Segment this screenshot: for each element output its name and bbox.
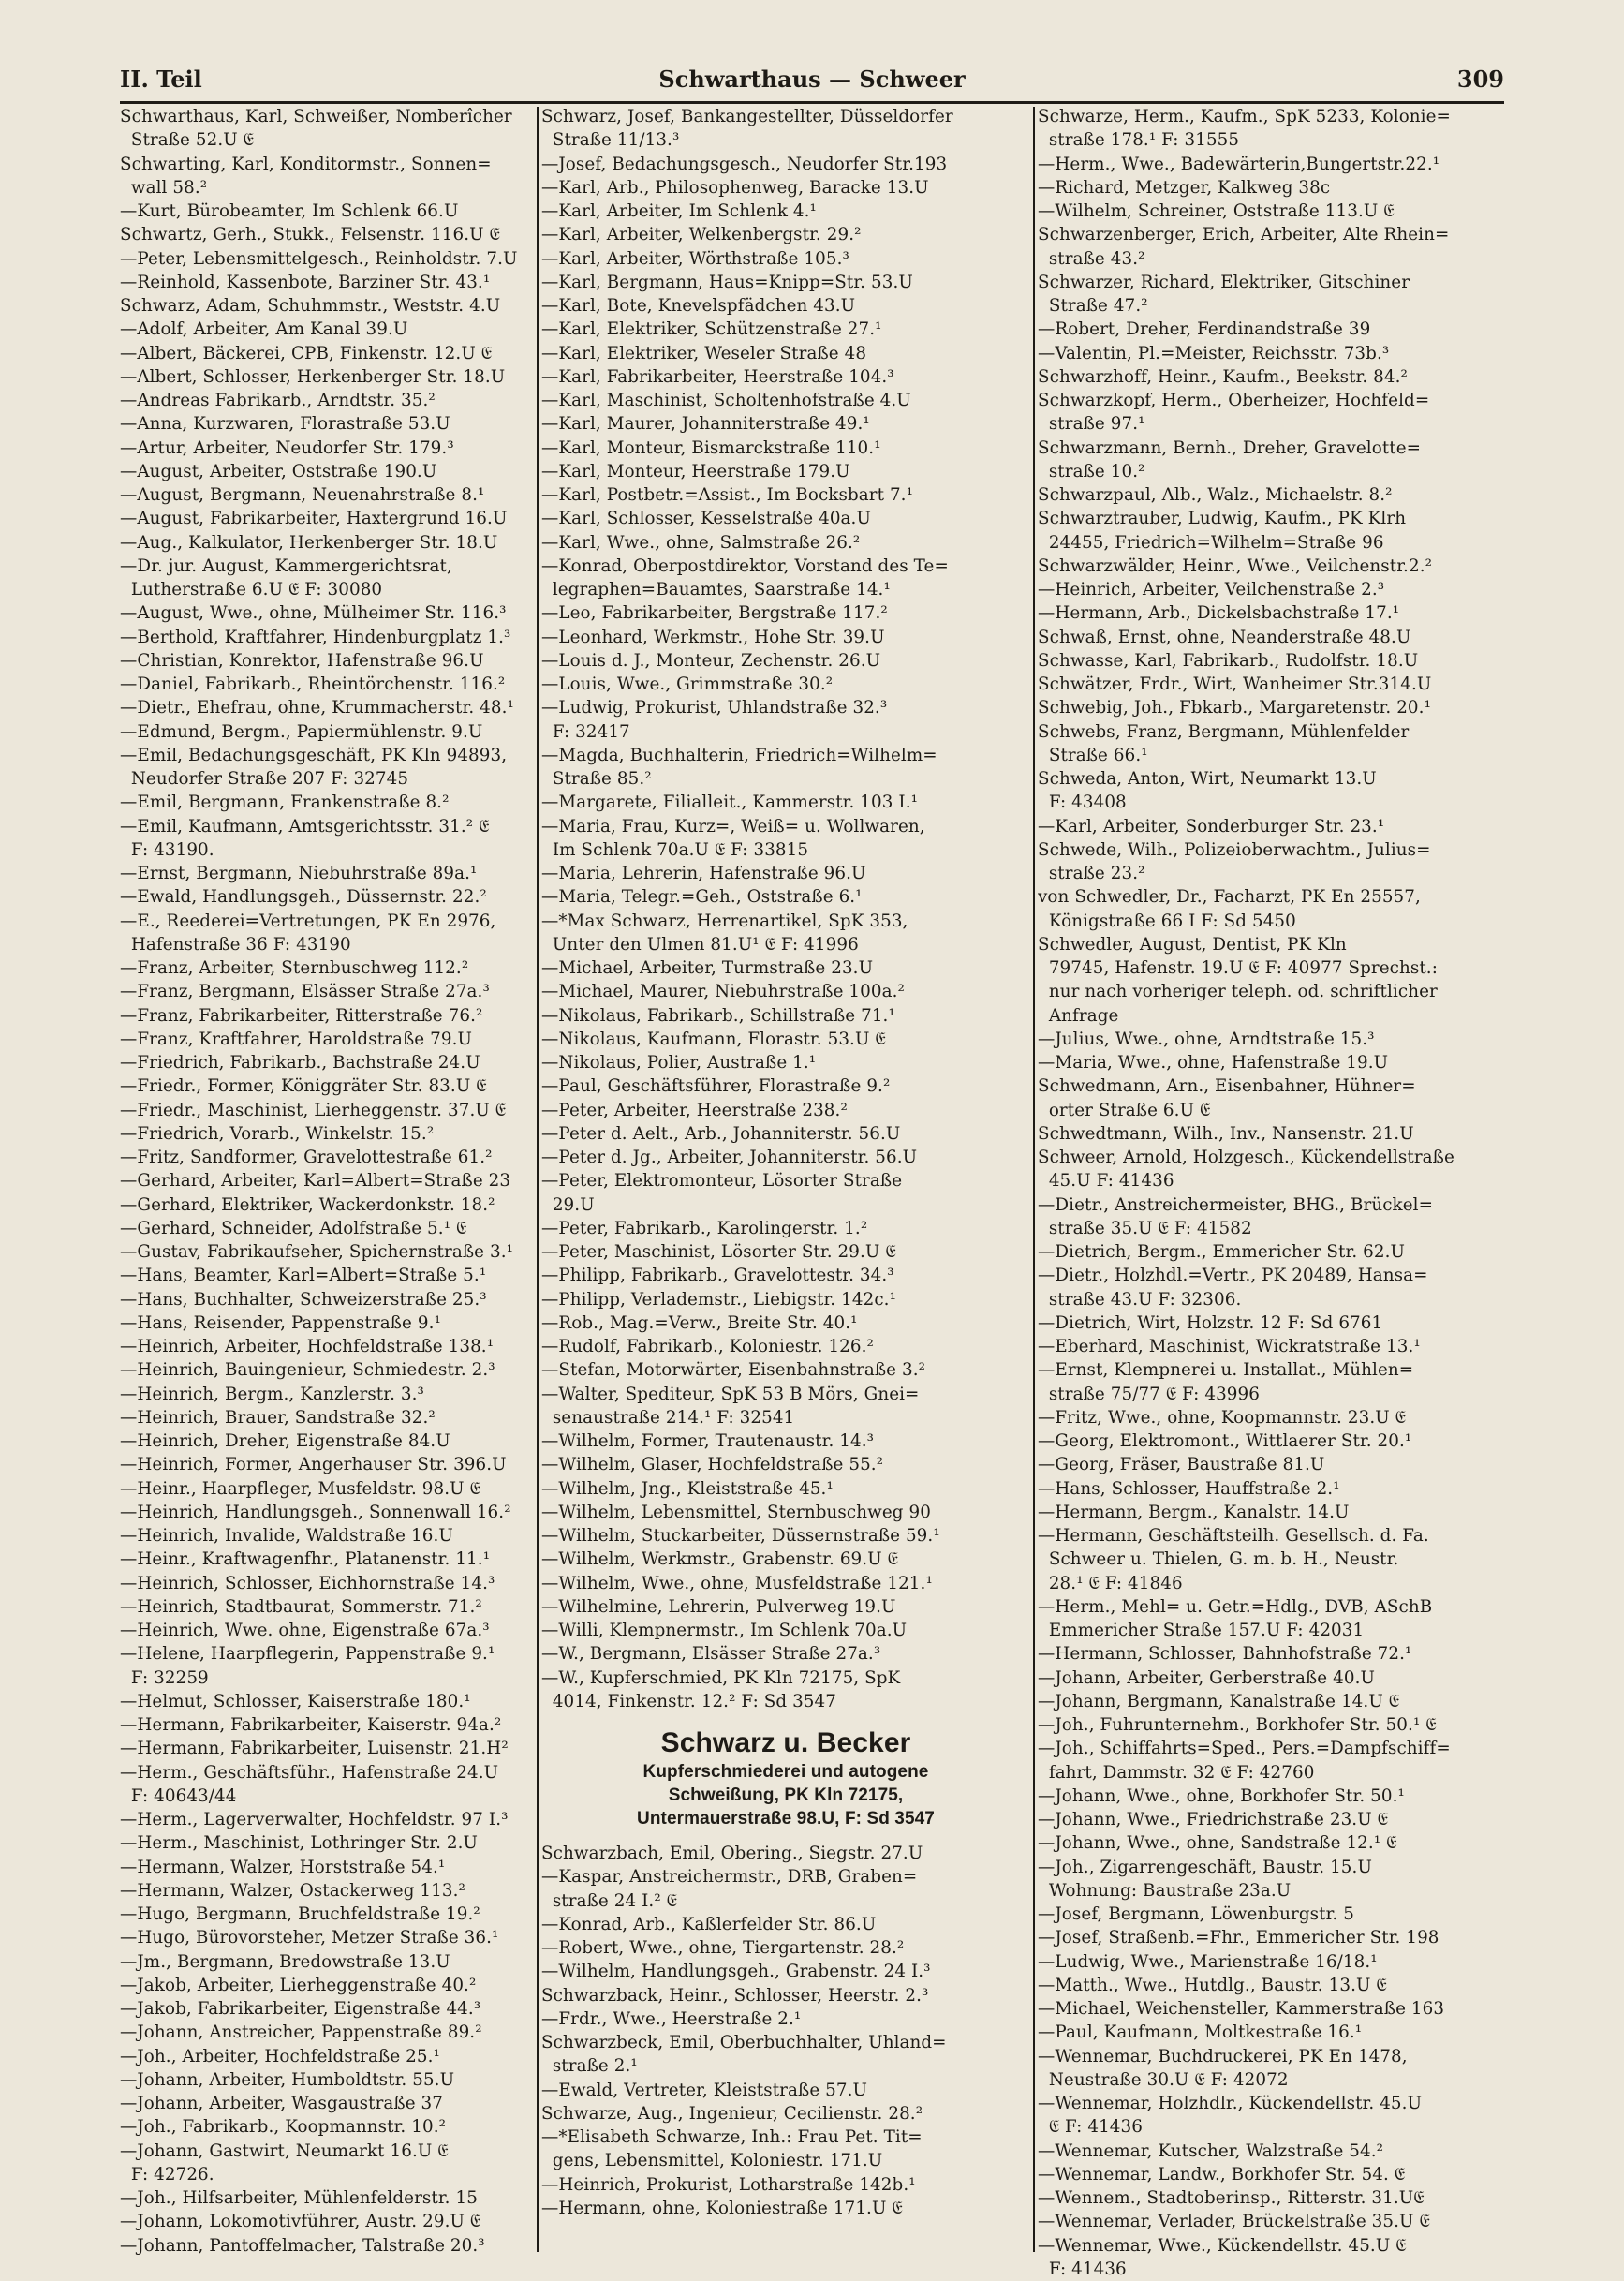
directory-entry-line: Schwarztrauber, Ludwig, Kaufm., PK Klrh [1038,509,1407,529]
directory-entry-line: —Peter, Fabrikarb., Karolingerstr. 1.² [541,1218,868,1238]
directory-entry-line: —Leo, Fabrikarbeiter, Bergstraße 117.² [541,603,888,624]
directory-entry-line: —Georg, Fräser, Baustraße 81.U [1038,1455,1325,1475]
directory-entry-line: —E., Reederei=Vertretungen, PK En 2976, [120,911,496,931]
advertisement-line: Kupferschmiederei und autogene [642,1762,929,1782]
directory-entry-line: nur nach vorheriger teleph. od. schriftlicher [1038,982,1438,1002]
directory-entry-line: Schwartz, Gerh., Stukk., Felsenstr. 116.U 𝔈 [120,225,500,245]
directory-entry-line: —Michael, Weichensteller, Kammerstraße 163 [1038,1999,1445,2019]
directory-entry-line: —Wilhelm, Glaser, Hochfeldstraße 55.² [541,1455,884,1475]
directory-entry-line: —Herm., Wwe., Badewärterin,Bungertstr.22.¹ [1038,154,1440,174]
directory-entry-line: —Margarete, Filialleit., Kammerstr. 103 I.¹ [541,792,919,813]
directory-entry-line: —Wennem., Stadtoberinsp., Ritterstr. 31.U𝔈 [1038,2188,1425,2208]
directory-entry-line: F: 43190. [120,839,214,860]
directory-entry-line: —Heinrich, Brauer, Sandstraße 32.² [120,1407,436,1428]
directory-entry-line: —Rudolf, Fabrikarb., Koloniestr. 126.² [541,1337,874,1356]
directory-entry-line: straße 43.U F: 32306. [1038,1289,1242,1310]
directory-entry-line: Emmericher Straße 157.U F: 42031 [1038,1621,1365,1640]
directory-entry-line: —August, Bergmann, Neuenahrstraße 8.¹ [120,485,485,505]
directory-entry-line: —Karl, Monteur, Bismarckstraße 110.¹ [541,437,881,458]
directory-entry-line: —Maria, Frau, Kurz=, Weiß= u. Wollwaren, [541,816,925,837]
directory-entry-line: —Karl, Elektriker, Weseler Straße 48 [541,343,867,363]
directory-entry-line: —Julius, Wwe., ohne, Arndtstraße 15.³ [1038,1029,1375,1049]
directory-entry-line: —Karl, Arbeiter, Im Schlenk 4.¹ [541,201,817,221]
directory-entry-line: —Karl, Wwe., ohne, Salmstraße 26.² [541,532,861,553]
directory-entry-line: —Ewald, Vertreter, Kleiststraße 57.U [541,2080,868,2100]
directory-entry-line: —Josef, Bedachungsgesch., Neudorfer Str.193 [541,154,948,174]
directory-entry-line: —Dietr., Holzhdl.=Vertr., PK 20489, Hansa= [1038,1266,1428,1286]
directory-entry-line: Schwarzbeck, Emil, Oberbuchhalter, Uhland= [541,2033,947,2052]
directory-entry-line: —Hugo, Bergmann, Bruchfeldstraße 19.² [120,1904,480,1924]
directory-entry-line: —Friedrich, Fabrikarb., Bachstraße 24.U [120,1053,480,1073]
directory-entry-line: Straße 11/13.³ [541,130,680,151]
directory-entry-line: —Josef, Bergmann, Löwenburgstr. 5 [1038,1904,1354,1924]
directory-entry-line: —Karl, Arbeiter, Wörthstraße 105.³ [541,248,849,269]
directory-entry-line: —Herm., Lagerverwalter, Hochfeldstr. 97 I.³ [120,1810,509,1829]
directory-entry-line: —Wennemar, Holzhdlr., Kückendellstr. 45.U [1038,2094,1423,2113]
directory-entry-line: —Willi, Klempnermstr., Im Schlenk 70a.U [541,1621,908,1640]
directory-entry-line: —Hugo, Bürovorsteher, Metzer Straße 36.¹ [120,1928,499,1948]
directory-entry-line: —Wilhelm, Schreiner, Oststraße 113.U 𝔈 [1038,201,1395,221]
directory-entry-line: —Wilhelm, Lebensmittel, Sternbuschweg 90 [541,1502,931,1522]
directory-entry-line: Schwarting, Karl, Konditormstr., Sonnen= [120,154,492,174]
directory-entry-line: —Karl, Postbetr.=Assist., Im Bocksbart 7.¹ [541,485,914,505]
directory-entry-line: legraphen=Bauamtes, Saarstraße 14.¹ [541,580,891,600]
directory-entry-line: —Wilhelm, Handlungsgeh., Grabenstr. 24 I.³ [541,1962,931,1982]
directory-entry-line: —*Elisabeth Schwarze, Inh.: Frau Pet. Tit= [541,2127,923,2147]
directory-entry-line: —Michael, Arbeiter, Turmstraße 23.U [541,958,874,978]
directory-entry-line: —August, Fabrikarbeiter, Haxtergrund 16.U [120,509,508,529]
section-label: II. Teil [120,66,202,93]
directory-entry-line: Straße 66.¹ [1038,745,1148,765]
directory-entry-line: —Emil, Kaufmann, Amtsgerichtsstr. 31.² 𝔈 [120,816,490,837]
directory-entry-line: —Andreas Fabrikarb., Arndtstr. 35.² [120,391,436,410]
page-number: 309 [1456,66,1504,93]
directory-entry-line: —Louis d. J., Monteur, Zechenstr. 26.U [541,650,881,671]
directory-entry-line: F: 43408 [1038,792,1127,813]
directory-entry-line: —Dietr., Ehefrau, ohne, Krummacherstr. 48.¹ [120,698,514,718]
directory-entry-line: —Frdr., Wwe., Heerstraße 2.¹ [541,2008,802,2029]
directory-entry-line: —Friedr., Former, Königgräter Str. 83.U 𝔈 [120,1076,487,1097]
directory-entry-line: —Konrad, Arb., Kaßlerfelder Str. 86.U [541,1914,877,1934]
directory-entry-line: —Heinr., Haarpfleger, Musfeldstr. 98.U 𝔈 [120,1478,480,1499]
directory-entry-line: Schwarz, Josef, Bankangestellter, Düsseldorfer [541,107,953,126]
directory-entry-line: Schwaß, Ernst, ohne, Neanderstraße 48.U [1038,627,1411,647]
directory-entry-line: gens, Lebensmittel, Koloniestr. 171.U [541,2151,883,2171]
directory-entry-line: straße 35.U 𝔈 F: 41582 [1038,1218,1252,1238]
directory-entry-line: —Hermann, Walzer, Horststraße 54.¹ [120,1857,446,1877]
directory-entry-line: —Hans, Schlosser, Hauffstraße 2.¹ [1038,1478,1340,1499]
directory-entry-line: fahrt, Dammstr. 32 𝔈 F: 42760 [1038,1762,1315,1783]
directory-entry-line: —Karl, Schlosser, Kesselstraße 40a.U [541,509,871,529]
directory-entry-line: —Heinrich, Former, Angerhauser Str. 396.U [120,1455,507,1475]
directory-entry-line: —Wilhelm, Former, Trautenaustr. 14.³ [541,1431,875,1451]
directory-entry-line: —Joh., Schiffahrts=Sped., Pers.=Dampfschiff= [1038,1739,1451,1759]
directory-entry-line: —Wennemar, Buchdruckerei, PK En 1478, [1038,2046,1408,2066]
directory-entry-line: Schwarzwälder, Heinr., Wwe., Veilchenstr.2.² [1038,555,1433,576]
directory-entry-line: —Johann, Wwe., ohne, Borkhofer Str. 50.¹ [1038,1785,1405,1806]
directory-entry-line: Anfrage [1038,1005,1119,1026]
directory-entry-line: —Edmund, Bergm., Papiermühlenstr. 9.U [120,721,483,742]
directory-entry-line: —Heinrich, Wwe. ohne, Eigenstraße 67a.³ [120,1621,490,1640]
advertisement-box [541,1713,1030,1842]
directory-entry-line: —Jakob, Fabrikarbeiter, Eigenstraße 44.³ [120,1999,481,2019]
directory-entry-line: —Ludwig, Wwe., Marienstraße 16/18.¹ [1038,1951,1378,1972]
directory-entry-line: —Nikolaus, Polier, Austraße 1.¹ [541,1053,817,1073]
directory-entry-line: —Georg, Elektromont., Wittlaerer Str. 20.¹ [1038,1431,1412,1451]
directory-entry-line: straße 10.² [1038,461,1145,481]
directory-entry-line: —Michael, Maurer, Niebuhrstraße 100a.² [541,982,905,1002]
directory-entry-line: —Herm., Maschinist, Lothringer Str. 2.U [120,1833,479,1854]
directory-entry-line: —Peter d. Aelt., Arb., Johanniterstr. 56.U [541,1123,901,1144]
directory-entry-line: —Wilhelmine, Lehrerin, Pulverweg 19.U [541,1596,896,1617]
directory-entry-line: —W., Bergmann, Elsässer Straße 27a.³ [541,1644,881,1665]
column-divider-1 [537,107,539,2252]
directory-entry-line: —Fritz, Sandformer, Gravelottestraße 61.² [120,1148,493,1167]
directory-entry-line: —Hermann, Geschäftsteilh. Gesellsch. d. Fa. [1038,1526,1429,1546]
directory-entry-line: —Konrad, Oberpostdirektor, Vorstand des Te= [541,555,949,576]
directory-entry-line: straße 24 I.² 𝔈 [541,1890,677,1911]
directory-entry-line: straße 75/77 𝔈 F: 43996 [1038,1384,1260,1404]
directory-entry-line: —Dietr., Anstreichermeister, BHG., Brückel= [1038,1194,1433,1215]
directory-entry-line: —Albert, Schlosser, Herkenberger Str. 18.U [120,366,506,387]
directory-entry-line: —Friedr., Maschinist, Lierheggenstr. 37.U 𝔈 [120,1100,507,1120]
directory-entry-line: straße 43.² [1038,248,1145,269]
directory-entry-line: Schwarzkopf, Herm., Oberheizer, Hochfeld= [1038,391,1430,410]
directory-entry-line: —Wennemar, Landw., Borkhofer Str. 54. 𝔈 [1038,2164,1406,2185]
directory-entry-line: —Joh., Fuhrunternehm., Borkhofer Str. 50.¹ 𝔈 [1038,1715,1437,1735]
directory-entry-line: Straße 52.U 𝔈 [120,130,254,151]
directory-entry-line: —Josef, Straßenb.=Fhr., Emmericher Str. 198 [1038,1928,1439,1948]
directory-entry-line: —Wilhelm, Werkmstr., Grabenstr. 69.U 𝔈 [541,1549,898,1570]
directory-entry-line: —Hans, Reisender, Pappenstraße 9.¹ [120,1312,441,1333]
directory-entry-line: —Valentin, Pl.=Meister, Reichsstr. 73b.³ [1038,343,1390,363]
directory-entry-line: —Johann, Arbeiter, Humboldtstr. 55.U [120,2069,455,2090]
directory-entry-line: —Hermann, Fabrikarbeiter, Luisenstr. 21.H² [120,1739,509,1759]
directory-entry-line: —Karl, Elektriker, Schützenstraße 27.¹ [541,319,882,340]
directory-entry-line: —Johann, Arbeiter, Gerberstraße 40.U [1038,1667,1375,1688]
directory-entry-line: —Franz, Kraftfahrer, Haroldstraße 79.U [120,1029,473,1049]
directory-entry-line: Lutherstraße 6.U 𝔈 F: 30080 [120,580,383,600]
directory-entry-line: —Nikolaus, Fabrikarb., Schillstraße 71.¹ [541,1005,895,1026]
directory-entry-line: —Franz, Bergmann, Elsässer Straße 27a.³ [120,982,490,1002]
directory-entry-line: —Heinrich, Stadtbaurat, Sommerstr. 71.² [120,1596,482,1617]
directory-entry-line: —Paul, Geschäftsführer, Florastraße 9.² [541,1076,891,1097]
directory-entry-line: Schwebig, Joh., Fbkarb., Margaretenstr. 20.¹ [1038,698,1431,718]
directory-entry-line: —Robert, Wwe., ohne, Tiergartenstr. 28.² [541,1938,905,1958]
directory-entry-line: —Matth., Wwe., Hutdlg., Baustr. 13.U 𝔈 [1038,1975,1387,1995]
directory-entry-line: —Karl, Fabrikarbeiter, Heerstraße 104.³ [541,366,894,387]
directory-entry-line: —Wennemar, Wwe., Kückendellstr. 45.U 𝔈 [1038,2235,1407,2256]
directory-entry-line: —Philipp, Verlademstr., Liebigstr. 142c.¹ [541,1289,897,1310]
directory-entry-line: Schwarzbach, Emil, Obering., Siegstr. 27.U [541,1844,923,1863]
directory-entry-line: —*Max Schwarz, Herrenartikel, SpK 353, [541,911,908,931]
directory-entry-line: Unter den Ulmen 81.U¹ 𝔈 F: 41996 [541,934,859,955]
directory-entry-line: Schwedmann, Arn., Eisenbahner, Hühner= [1038,1076,1416,1097]
directory-entry-line: —Karl, Monteur, Heerstraße 179.U [541,461,850,481]
directory-entry-line: —Hermann, Fabrikarbeiter, Kaiserstr. 94a.² [120,1715,502,1735]
advertisement-line: Untermauerstraße 98.U, F: Sd 3547 [637,1809,935,1829]
directory-entry-line: —Wennemar, Kutscher, Walzstraße 54.² [1038,2140,1384,2161]
directory-entry-line: 45.U F: 41436 [1038,1171,1174,1192]
directory-entry-line: 28.¹ 𝔈 F: 41846 [1038,1573,1183,1593]
directory-entry-line: 79745, Hafenstr. 19.U 𝔈 F: 40977 Sprechst.: [1038,958,1438,978]
directory-entry-line: —Kurt, Bürobeamter, Im Schlenk 66.U [120,201,459,221]
directory-entry-line: —Dr. jur. August, Kammergerichtsrat, [120,555,452,576]
directory-entry-line: —Johann, Pantoffelmacher, Talstraße 20.³ [120,2235,485,2256]
directory-entry-line: Straße 85.² [541,769,652,789]
directory-entry-line: straße 97.¹ [1038,414,1145,435]
directory-entry-line: wall 58.² [120,177,208,198]
directory-entry-line: Schwarzpaul, Alb., Walz., Michaelstr. 8.² [1038,485,1393,505]
directory-entry-line: Schwarzenberger, Erich, Arbeiter, Alte Rhein= [1038,225,1450,245]
directory-entry-line: Im Schlenk 70a.U 𝔈 F: 33815 [541,839,809,860]
advertisement-title: Schwarz u. Becker [660,1727,911,1758]
directory-entry-line: —Louis, Wwe., Grimmstraße 30.² [541,674,834,694]
directory-entry-line: —Joh., Zigarrengeschäft, Baustr. 15.U [1038,1857,1372,1877]
directory-entry-line: straße 2.¹ [541,2056,638,2077]
directory-entry-line: —Eberhard, Maschinist, Wickratstraße 13.¹ [1038,1337,1421,1356]
directory-entry-line: —Walter, Spediteur, SpK 53 B Mörs, Gnei= [541,1384,920,1404]
directory-entry-line: Neustraße 30.U 𝔈 F: 42072 [1038,2069,1289,2090]
directory-entry-line: —Franz, Arbeiter, Sternbuschweg 112.² [120,958,469,978]
directory-entry-line: senaustraße 214.¹ F: 32541 [541,1407,795,1428]
directory-entry-line: —Wilhelm, Stuckarbeiter, Düssernstraße 59.¹ [541,1526,940,1546]
header-rule [120,101,1504,104]
directory-entry-line: Schwarthaus, Karl, Schweißer, Nomberîcher [120,107,512,126]
directory-entry-line: —Hermann, Arb., Dickelsbachstraße 17.¹ [1038,603,1400,624]
directory-entry-line: —Karl, Bote, Knevelspfädchen 43.U [541,296,856,316]
directory-entry-line: Schwede, Wilh., Polizeioberwachtm., Julius= [1038,839,1431,860]
directory-entry-line: —August, Wwe., ohne, Mülheimer Str. 116.³ [120,603,507,624]
directory-entry-line: —Joh., Fabrikarb., Koopmannstr. 10.² [120,2117,447,2138]
directory-entry-line: —Philipp, Fabrikarb., Gravelottestr. 34.³ [541,1266,894,1286]
directory-entry-line: —Ernst, Bergmann, Niebuhrstraße 89a.¹ [120,864,478,883]
directory-entry-line: —Gerhard, Arbeiter, Karl=Albert=Straße 23 [120,1171,511,1192]
directory-entry-line: —Heinr., Kraftwagenfhr., Platanenstr. 11.¹ [120,1549,491,1570]
directory-entry-line: —Kaspar, Anstreichermstr., DRB, Graben= [541,1867,918,1888]
directory-entry-line: —Herm., Geschäftsführ., Hafenstraße 24.U [120,1762,499,1783]
directory-entry-line: von Schwedler, Dr., Facharzt, PK En 25557, [1038,887,1421,908]
directory-entry-line: —Gerhard, Elektriker, Wackerdonkstr. 18.² [120,1194,495,1215]
directory-entry-line: —Heinrich, Prokurist, Lotharstraße 142b.¹ [541,2174,916,2195]
directory-entry-line: —Emil, Bedachungsgeschäft, PK Kln 94893, [120,745,508,765]
directory-entry-line: —Heinrich, Arbeiter, Hochfeldstraße 138.¹ [120,1337,495,1356]
directory-entry-line: Schweer, Arnold, Holzgesch., Kückendellstraße [1038,1148,1454,1167]
directory-entry-line: Schwarz, Adam, Schuhmmstr., Weststr. 4.U [120,296,501,316]
directory-entry-line: —Maria, Lehrerin, Hafenstraße 96.U [541,864,866,883]
directory-entry-line: —Christian, Konrektor, Hafenstraße 96.U [120,650,484,671]
directory-entry-line: —Wilhelm, Wwe., ohne, Musfeldstraße 121.¹ [541,1573,933,1593]
directory-entry-line: straße 178.¹ F: 31555 [1038,130,1240,151]
directory-entry-line: straße 23.² [1038,864,1145,883]
directory-entry-line: —Wilhelm, Jng., Kleiststraße 45.¹ [541,1478,834,1499]
column-2 [541,105,1030,2220]
directory-entry-line: 29.U [541,1194,595,1215]
directory-entry-line: Schweda, Anton, Wirt, Neumarkt 13.U [1038,769,1377,789]
directory-entry-line: —Adolf, Arbeiter, Am Kanal 39.U [120,319,408,340]
directory-entry-line: —Helene, Haarpflegerin, Pappenstraße 9.¹ [120,1644,495,1665]
directory-entry-line: —Daniel, Fabrikarb., Rheintörchenstr. 116.² [120,674,506,694]
column-divider-2 [1033,107,1035,2252]
directory-entry-line: —Hermann, Walzer, Ostackerweg 113.² [120,1880,465,1901]
directory-entry-line: Schwasse, Karl, Fabrikarb., Rudolfstr. 18.U [1038,650,1419,671]
directory-entry-line: F: 41436 [1038,2259,1127,2279]
directory-entry-line: —Franz, Fabrikarbeiter, Ritterstraße 76.² [120,1005,483,1026]
directory-entry-line: —Peter, Lebensmittelgesch., Reinholdstr. 7.U [120,248,518,269]
directory-entry-line: —Dietrich, Wirt, Holzstr. 12 F: Sd 6761 [1038,1312,1383,1333]
directory-entry-line: Schwarzer, Richard, Elektriker, Gitschiner [1038,272,1410,292]
directory-entry-line: —Stefan, Motorwärter, Eisenbahnstraße 3.² [541,1360,926,1381]
directory-entry-line: Straße 47.² [1038,296,1148,316]
directory-entry-line: —Aug., Kalkulator, Herkenberger Str. 18.U [120,532,498,553]
directory-entry-line: —Johann, Wwe., Friedrichstraße 23.U 𝔈 [1038,1810,1388,1829]
directory-entry-line: —Heinrich, Schlosser, Eichhornstraße 14.³ [120,1573,495,1593]
directory-entry-line: —Berthold, Kraftfahrer, Hindenburgplatz 1.³ [120,627,511,647]
directory-entry-line: —Peter, Elektromonteur, Lösorter Straße [541,1171,903,1192]
directory-entry-line: —Karl, Bergmann, Haus=Knipp=Str. 53.U [541,272,913,292]
directory-entry-line: —Albert, Bäckerei, CPB, Finkenstr. 12.U 𝔈 [120,343,493,363]
directory-entry-line: Schwarzback, Heinr., Schlosser, Heerstr. 2.³ [541,1985,929,2006]
directory-entry-line: —Joh., Hilfsarbeiter, Mühlenfelderstr. 15 [120,2188,478,2208]
directory-entry-line: —Leonhard, Werkmstr., Hohe Str. 39.U [541,627,885,647]
directory-entry-line: —Heinrich, Handlungsgeh., Sonnenwall 16.² [120,1502,511,1522]
directory-entry-line: Hafenstraße 36 F: 43190 [120,934,351,955]
directory-entry-line: Königstraße 66 I F: Sd 5450 [1038,911,1296,931]
directory-entry-line: —Heinrich, Dreher, Eigenstraße 84.U [120,1431,450,1451]
directory-entry-line: —Hermann, ohne, Koloniestraße 171.U 𝔈 [541,2198,903,2218]
directory-entry-line: —Karl, Maschinist, Scholtenhofstraße 4.U [541,391,911,410]
directory-entry-line: —Ludwig, Prokurist, Uhlandstraße 32.³ [541,698,888,718]
directory-entry-line: —Heinrich, Invalide, Waldstraße 16.U [120,1526,453,1546]
directory-entry-line: —Hans, Beamter, Karl=Albert=Straße 5.¹ [120,1266,487,1286]
directory-entry-line: Schwätzer, Frdr., Wirt, Wanheimer Str.314.U [1038,674,1432,694]
directory-entry-line: —Gerhard, Schneider, Adolfstraße 5.¹ 𝔈 [120,1218,467,1238]
directory-entry-line: —Herm., Mehl= u. Getr.=Hdlg., DVB, ASchB [1038,1596,1433,1617]
directory-entry-line: —Hermann, Schlosser, Bahnhofstraße 72.¹ [1038,1644,1412,1665]
directory-entry-line: Schwarze, Herm., Kaufm., SpK 5233, Kolonie= [1038,107,1451,126]
directory-entry-line: —Reinhold, Kassenbote, Barziner Str. 43.¹ [120,272,491,292]
directory-entry-line: —Karl, Arbeiter, Welkenbergstr. 29.² [541,225,862,245]
directory-entry-line: —Dietrich, Bergm., Emmericher Str. 62.U [1038,1242,1406,1262]
directory-entry-line: F: 42726. [120,2164,214,2185]
directory-entry-line: Schwarzmann, Bernh., Dreher, Gravelotte= [1038,437,1422,458]
directory-entry-line: F: 32417 [541,721,630,742]
column-3 [1038,105,1504,2281]
directory-entry-line: —Johann, Lokomotivführer, Austr. 29.U 𝔈 [120,2212,481,2232]
advertisement-line: Schweißung, PK Kln 72175, [668,1785,904,1805]
directory-entry-line: —Robert, Dreher, Ferdinandstraße 39 [1038,319,1371,340]
directory-entry-line: —Hans, Buchhalter, Schweizerstraße 25.³ [120,1289,487,1310]
directory-entry-line: —Heinrich, Bergm., Kanzlerstr. 3.³ [120,1384,424,1404]
directory-entry-line: —Fritz, Wwe., ohne, Koopmannstr. 23.U 𝔈 [1038,1407,1406,1428]
directory-entry-line: —Peter, Maschinist, Lösorter Str. 29.U 𝔈 [541,1242,896,1262]
directory-entry-line: Wohnung: Baustraße 23a.U [1038,1880,1292,1901]
directory-entry-line: —Johann, Bergmann, Kanalstraße 14.U 𝔈 [1038,1691,1400,1711]
directory-entry-line: —Joh., Arbeiter, Hochfeldstraße 25.¹ [120,2046,440,2066]
directory-entry-line: —Hermann, Bergm., Kanalstr. 14.U [1038,1502,1350,1522]
running-head: Schwarthaus — Schweer [658,66,966,93]
directory-entry-line: Schwarzhoff, Heinr., Kaufm., Beekstr. 84.² [1038,366,1408,387]
directory-entry-line: —Paul, Kaufmann, Moltkestraße 16.¹ [1038,2022,1363,2043]
directory-entry-line: Schweer u. Thielen, G. m. b. H., Neustr. [1038,1549,1399,1570]
directory-entry-line: —Johann, Gastwirt, Neumarkt 16.U 𝔈 [120,2140,449,2161]
directory-entry-line: —Helmut, Schlosser, Kaiserstraße 180.¹ [120,1691,471,1711]
directory-entry-line: —W., Kupferschmied, PK Kln 72175, SpK [541,1667,901,1688]
directory-entry-line: F: 32259 [120,1667,209,1688]
directory-entry-line: —Johann, Arbeiter, Wasgaustraße 37 [120,2094,444,2113]
directory-entry-line: —Wennemar, Verlader, Brückelstraße 35.U 𝔈 [1038,2212,1430,2232]
directory-entry-line: —Peter d. Jg., Arbeiter, Johanniterstr. 56.U [541,1148,918,1167]
directory-entry-line: —Artur, Arbeiter, Neudorfer Str. 179.³ [120,437,454,458]
column-1 [120,105,534,2258]
directory-entry-line: —Nikolaus, Kaufmann, Florastr. 53.U 𝔈 [541,1029,886,1049]
directory-entry-line: 24455, Friedrich=Wilhelm=Straße 96 [1038,532,1384,553]
directory-entry-line: —August, Arbeiter, Oststraße 190.U [120,461,437,481]
directory-entry-line: —Friedrich, Vorarb., Winkelstr. 15.² [120,1123,435,1144]
directory-entry-line: —Ewald, Handlungsgeh., Düssernstr. 22.² [120,887,487,908]
directory-entry-line: —Karl, Arb., Philosophenweg, Baracke 13.U [541,177,929,198]
directory-entry-line: —Gustav, Fabrikaufseher, Spichernstraße 3.¹ [120,1242,514,1262]
directory-entry-line: —Magda, Buchhalterin, Friedrich=Wilhelm= [541,745,937,765]
directory-entry-line: F: 40643/44 [120,1785,237,1806]
directory-entry-line: —Emil, Bergmann, Frankenstraße 8.² [120,792,450,813]
directory-entry-line: —Anna, Kurzwaren, Florastraße 53.U [120,414,450,435]
directory-entry-line: —Karl, Arbeiter, Sonderburger Str. 23.¹ [1038,816,1385,837]
directory-entry-line: —Jm., Bergmann, Bredowstraße 13.U [120,1951,450,1972]
directory-entry-line: Schwarze, Aug., Ingenieur, Cecilienstr. 28.² [541,2103,923,2124]
directory-entry-line: Schwedtmann, Wilh., Inv., Nansenstr. 21.U [1038,1123,1414,1144]
directory-entry-line: orter Straße 6.U 𝔈 [1038,1100,1211,1120]
directory-entry-line: —Heinrich, Arbeiter, Veilchenstraße 2.³ [1038,580,1385,600]
directory-entry-line: Neudorfer Straße 207 F: 32745 [120,769,409,789]
directory-entry-line: —Maria, Wwe., ohne, Hafenstraße 19.U [1038,1053,1389,1073]
directory-entry-line: —Jakob, Arbeiter, Lierheggenstraße 40.² [120,1975,477,1995]
page-header [120,62,1504,105]
directory-entry-line: —Richard, Metzger, Kalkweg 38c [1038,177,1331,198]
directory-entry-line: Schwedler, August, Dentist, PK Kln [1038,934,1347,955]
directory-entry-line: —Maria, Telegr.=Geh., Oststraße 6.¹ [541,887,863,908]
directory-entry-line: —Peter, Arbeiter, Heerstraße 238.² [541,1100,848,1120]
directory-entry-line: —Karl, Maurer, Johanniterstraße 49.¹ [541,414,870,435]
directory-entry-line: —Heinrich, Bauingenieur, Schmiedestr. 2.³ [120,1360,495,1381]
directory-entry-line: —Johann, Anstreicher, Pappenstraße 89.² [120,2022,482,2043]
directory-entry-line: —Rob., Mag.=Verw., Breite Str. 40.¹ [541,1312,858,1333]
directory-entry-line: —Ernst, Klempnerei u. Installat., Mühlen= [1038,1360,1414,1381]
directory-entry-line: 4014, Finkenstr. 12.² F: Sd 3547 [541,1691,837,1711]
directory-entry-line: Schwebs, Franz, Bergmann, Mühlenfelder [1038,721,1410,742]
directory-entry-line: —Johann, Wwe., ohne, Sandstraße 12.¹ 𝔈 [1038,1833,1397,1854]
directory-entry-line: 𝔈 F: 41436 [1038,2117,1143,2138]
